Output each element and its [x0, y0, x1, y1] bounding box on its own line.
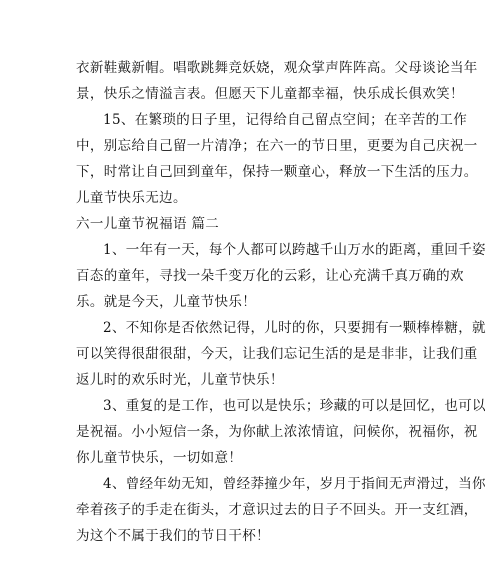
- text-line: 乐。就是今天，儿童节快乐！: [76, 294, 257, 310]
- text-line: 下，时常让自己回到童年，保持一颗童心，释放一下生活的压力。: [76, 164, 478, 180]
- text-line: 你儿童节快乐，一切如意！: [76, 450, 243, 466]
- text-line: 景，快乐之情溢言表。但愿天下儿童都幸福，快乐成长俱欢笑！: [76, 86, 464, 102]
- paragraph-4-line: 4、曾经年幼无知，曾经莽撞少年，岁月于指间无声滑过，当你: [103, 476, 486, 492]
- text-line: 衣新鞋戴新帽。唱歌跳舞竞妖娆，观众掌声阵阵高。父母谈论当年: [76, 60, 478, 76]
- paragraph-3-line: 3、重复的是工作，也可以是快乐；珍藏的可以是回忆，也可以: [103, 398, 486, 414]
- paragraph-1-line: 1、一年有一天，每个人都可以跨越千山万水的距离，重回千姿: [103, 242, 486, 258]
- text-line: 牵着孩子的手走在街头，才意识过去的日子不回头。开一支红酒，: [76, 502, 478, 518]
- paragraph-15-line: 15、在繁琐的日子里，记得给自己留点空间；在辛苦的工作: [103, 112, 468, 128]
- paragraph-2-line: 2、不知你是否依然记得，儿时的你，只要拥有一颗棒棒糖，就: [103, 320, 486, 336]
- text-line: 返儿时的欢乐时光，儿童节快乐！: [76, 372, 284, 388]
- text-line: 为这个不属于我们的节日干杯！: [76, 528, 270, 544]
- section-heading: 六一儿童节祝福语 篇二: [76, 216, 220, 232]
- text-line: 中，别忘给自己留一片清净；在六一的节日里，更要为自己庆祝一: [76, 138, 478, 154]
- text-line: 百态的童年，寻找一朵千变万化的云彩，让心充满千真万确的欢: [76, 268, 464, 284]
- text-line: 儿童节快乐无边。: [76, 190, 187, 206]
- text-line: 可以笑得很甜很甜，今天，让我们忘记生活的是是非非，让我们重: [76, 346, 478, 362]
- text-line: 是祝福。小小短信一条，为你献上浓浓情谊，问候你，祝福你，祝: [76, 424, 478, 440]
